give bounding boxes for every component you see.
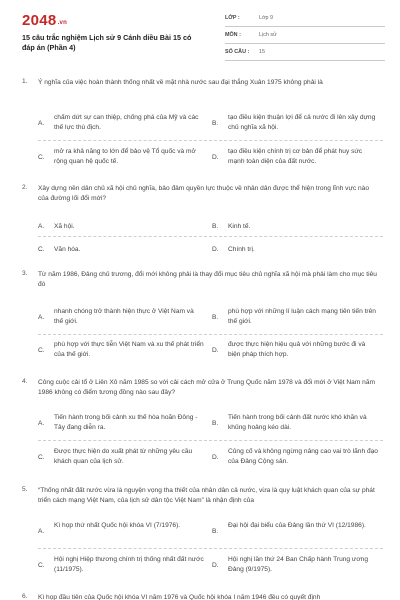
option-text: Kì họp thứ nhất Quốc hội khóa VI (7/1976). bbox=[54, 522, 181, 529]
option-letter: A. bbox=[38, 120, 45, 127]
site-logo[interactable] bbox=[22, 12, 67, 29]
document-title: 15 câu trắc nghiệm Lịch sử 9 Cánh diều Bài 15 có đáp án (Phần 4) bbox=[22, 33, 192, 52]
meta-value: 15 bbox=[259, 49, 265, 55]
option-text: chấm dứt sự can thiệp, chống phá của Mỹ và các thế lực thù địch. bbox=[54, 114, 199, 131]
option-letter: B. bbox=[212, 528, 219, 535]
document-meta bbox=[225, 10, 385, 61]
option-letter: B. bbox=[212, 223, 219, 230]
option-letter: D. bbox=[212, 246, 219, 253]
option-text: mở ra khả năng to lớn để bảo vệ Tổ quốc và mở rộng quan hệ quốc tế. bbox=[54, 148, 196, 165]
meta-key: SỐ CÂU : bbox=[225, 49, 250, 55]
question-text: Công cuộc cải tổ ở Liên Xô năm 1985 so với cải cách mở cửa ở Trung Quốc năm 1978 và đổi mới ở Việt Nam năm 1986 không có điểm tương đồng nào sau đây? bbox=[38, 379, 376, 396]
question-number: 3. bbox=[22, 270, 28, 277]
option-divider bbox=[38, 440, 383, 441]
meta-key: LỚP : bbox=[225, 15, 240, 21]
option-text: phù hợp với những lí luận cách mạng tiên tiến trên thế giới. bbox=[228, 308, 376, 325]
logo-main-text: 2048 bbox=[22, 12, 57, 29]
question-number: 6. bbox=[22, 593, 28, 600]
question-number: 4. bbox=[22, 378, 28, 385]
meta-value: Lịch sử bbox=[259, 32, 277, 38]
logo-suffix-text: .vn bbox=[57, 20, 68, 26]
option-text: tạo điều kiện thuận lợi để cả nước đi lên xây dựng chủ nghĩa xã hội. bbox=[228, 114, 376, 131]
option-letter: C. bbox=[38, 246, 45, 253]
meta-row-subject bbox=[225, 27, 385, 44]
option-text: Chính trị. bbox=[228, 246, 255, 253]
option-text: Văn hóa. bbox=[54, 246, 81, 253]
option-letter: A. bbox=[38, 314, 45, 321]
option-text: được thực hiện hiệu quả với những bước đi và biện pháp thích hợp. bbox=[228, 341, 366, 358]
option-text: Kinh tế. bbox=[228, 223, 251, 230]
option-text: Hội nghị lần thứ 24 Ban Chấp hành Trung ương Đảng (9/1975). bbox=[228, 556, 368, 573]
meta-row-class bbox=[225, 10, 385, 27]
option-letter: A. bbox=[38, 528, 45, 535]
option-divider bbox=[38, 334, 383, 335]
option-letter: C. bbox=[38, 562, 45, 569]
option-text: Củng cố và không ngừng nâng cao vai trò lãnh đạo của Đảng Cộng sản. bbox=[228, 448, 378, 465]
option-text: Xã hội. bbox=[54, 223, 75, 230]
question-text: Xây dựng nền dân chủ xã hội chủ nghĩa, bảo đảm quyền lực thuộc về nhân dân được thể hiện trong lĩnh vực nào của đường lối đổi mới? bbox=[38, 185, 370, 202]
option-letter: B. bbox=[212, 420, 219, 427]
option-text: Tiến hành trong bối cảnh xu thế hòa hoãn Đông - Tây đang diễn ra. bbox=[54, 414, 198, 431]
question-text: Kì họp đầu tiên của Quốc hội khóa VI năm 1976 và Quốc hội khóa I năm 1946 đều có quyết định bbox=[38, 594, 321, 600]
question-text: Ý nghĩa của việc hoàn thành thống nhất về mặt nhà nước sau đại thắng Xuân 1975 không phải là bbox=[38, 79, 323, 86]
question-number: 2. bbox=[22, 184, 28, 191]
option-divider bbox=[38, 236, 383, 237]
question-number: 1. bbox=[22, 78, 28, 85]
option-letter: D. bbox=[212, 347, 219, 354]
meta-key: MÔN : bbox=[225, 32, 241, 38]
option-letter: B. bbox=[212, 120, 219, 127]
option-letter: C. bbox=[38, 154, 45, 161]
option-text: nhanh chóng trở thành hiện thực ở Việt Nam và thế giới. bbox=[54, 308, 194, 325]
option-text: Tiến hành trong bối cảnh đất nước khó khăn và khủng hoảng kéo dài. bbox=[228, 414, 367, 431]
option-letter: C. bbox=[38, 347, 45, 354]
meta-value: Lớp 9 bbox=[259, 15, 274, 21]
option-text: phù hợp với thực tiễn Việt Nam và xu thế phát triển của thế giới. bbox=[54, 341, 204, 358]
question-text: Từ năm 1986, Đảng chủ trương, đổi mới không phải là thay đổi mục tiêu chủ nghĩa xã hội mà phải làm cho mục tiêu đó bbox=[38, 271, 377, 288]
option-letter: C. bbox=[38, 454, 45, 461]
option-text: Được thực hiện do xuất phát từ những yêu cầu khách quan của lịch sử. bbox=[54, 448, 193, 465]
option-letter: A. bbox=[38, 420, 45, 427]
question-text: “Thống nhất đất nước vừa là nguyện vọng tha thiết của nhân dân cả nước, vừa là quy luật khách quan của sự phát triển cách mạng Việt Nam, của lịch sử dân tộc Việt Nam” là nhận định của bbox=[38, 487, 375, 504]
option-letter: D. bbox=[212, 562, 219, 569]
option-divider bbox=[38, 140, 383, 141]
option-letter: A. bbox=[38, 223, 45, 230]
option-letter: D. bbox=[212, 154, 219, 161]
option-text: tạo điều kiện chính trị cơ bản để phát huy sức mạnh toàn diện của đất nước. bbox=[228, 148, 363, 165]
meta-row-count bbox=[225, 44, 385, 61]
option-text: Hội nghị Hiệp thương chính trị thống nhất đất nước (11/1975). bbox=[54, 556, 204, 573]
option-letter: D. bbox=[212, 454, 219, 461]
option-divider bbox=[38, 548, 383, 549]
option-text: Đại hội đại biểu của Đảng lần thứ VI (12/1986). bbox=[228, 522, 366, 529]
page-header bbox=[0, 0, 400, 64]
option-letter: B. bbox=[212, 314, 219, 321]
question-number: 5. bbox=[22, 486, 28, 493]
